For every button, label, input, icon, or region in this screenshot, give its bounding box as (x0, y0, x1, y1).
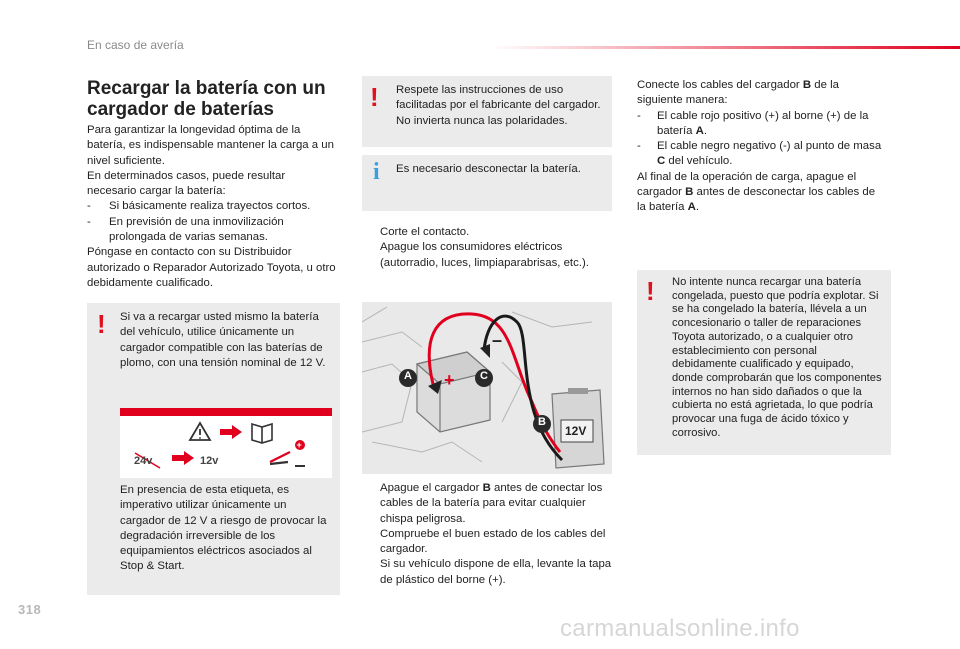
charger-voltage-label: 12V (565, 424, 587, 438)
intro-dash-item: - En previsión de una inmovilización prolongada de varias semanas. (87, 215, 337, 246)
step-item: Apague el cargador B antes de conectar los cables de la batería para evitar cualquier chispa peligrosa. (380, 482, 603, 525)
intro-text (87, 123, 337, 291)
label-12v: 12v (200, 455, 219, 467)
info-box-mid (362, 155, 612, 211)
dash-mark: - (637, 140, 641, 153)
label-b: B (538, 416, 546, 428)
warning-mid-text: Respete las instrucciones de uso facilitadas por el fabricante del cargador. No invierta nunca las polaridades. (396, 84, 601, 127)
minus-sign: – (492, 330, 503, 350)
dash-mark: - (637, 109, 641, 122)
label-pictograms (120, 408, 332, 478)
intro-dash-item: - Si básicamente realiza trayectos cortos. (87, 199, 337, 214)
section-header: En caso de avería (87, 38, 184, 52)
warning-icon: ! (646, 276, 655, 306)
stop-start-label (120, 408, 332, 478)
warning-box-right (637, 270, 891, 455)
diagram-illustration (362, 302, 612, 474)
step-item: Al final de la operación de carga, apague el cargador B antes de desconectar los cables de la batería A. (637, 170, 876, 214)
plus-sign: + (444, 370, 455, 390)
step-item: Si su vehículo dispone de ella, levante la tapa de plástico del borne (+). (380, 558, 612, 586)
svg-text:+: + (296, 440, 302, 450)
warning-box-left (87, 303, 340, 595)
page-number: 318 (18, 602, 42, 617)
label-24v: 24v (134, 455, 153, 467)
header-accent-bar (490, 46, 960, 49)
step-item: Apague los consumidores eléctricos (autorradio, luces, limpiaparabrisas, etc.). (380, 241, 589, 269)
charging-diagram (362, 302, 612, 474)
warning-right-text: No intente nunca recargar una batería congelada, puesto que podría explotar. Si se ha congelado la batería, llévela a un concesionario o taller de reparaciones Toyota autorizado, o a cualquier otro establecimiento con personal debidamente cualificado y equipado, donde comprobarán que los componentes internos no han sido dañados o que la cubierta no está agrietada, lo que podría provocar una fuga de ácido tóxico y corrosivo. (672, 276, 882, 439)
info-mid-text: Es necesario desconectar la batería. (396, 163, 581, 175)
warning-left-label-text: En presencia de esta etiqueta, es imperativo utilizar únicamente un cargador de 12 V a riesgo de provocar la degradación irreversible de los equipamientos eléctricos asociados al Stop & Start. (120, 484, 327, 573)
label-a: A (404, 370, 412, 382)
steps-bottom (364, 481, 614, 588)
steps-mid (364, 225, 614, 271)
battery-a (417, 352, 490, 432)
cable-clamp-icon (270, 452, 290, 462)
warning-icon: ! (370, 82, 379, 112)
intro-p2: En determinados casos, puede resultar necesario cargar la batería: (87, 169, 286, 198)
info-icon: i (373, 159, 380, 185)
steps-right (621, 78, 887, 216)
intro-p3: Póngase en contacto con su Distribuidor autorizado o Reparador Autorizado Toyota, u otro debidamente cualificado. (87, 246, 336, 289)
watermark: carmanualsonline.info (560, 615, 800, 642)
step-dash-item: - El cable negro negativo (-) al punto de masa C del vehículo. (621, 139, 887, 170)
dash-mark: - (87, 200, 91, 213)
warning-box-mid (362, 76, 612, 147)
step-item: Corte el contacto. (380, 226, 470, 238)
manual-book-icon (252, 424, 272, 443)
step-item: Conecte los cables del cargador B de la siguiente manera: (637, 79, 840, 107)
intro-p1: Para garantizar la longevidad óptima de la batería, es indispensable mantener la carga a un nivel suficiente. (87, 124, 334, 167)
step-item: Compruebe el buen estado de los cables del cargador. (380, 527, 606, 556)
step-dash-item: - El cable rojo positivo (+) al borne (+) de la batería A. (621, 109, 887, 140)
arrow-right-icon (220, 425, 242, 439)
label-c: C (480, 370, 488, 382)
dash-mark: - (87, 215, 91, 228)
arrow-right-icon (172, 451, 194, 465)
warning-left-text: Si va a recargar usted mismo la batería del vehículo, utilice únicamente un cargador compatible con las baterías de plomo, con una tensión nominal de 12 V. (120, 311, 326, 369)
page-title: Recargar la batería con un cargador de baterías (87, 78, 326, 120)
warning-icon: ! (97, 309, 106, 339)
